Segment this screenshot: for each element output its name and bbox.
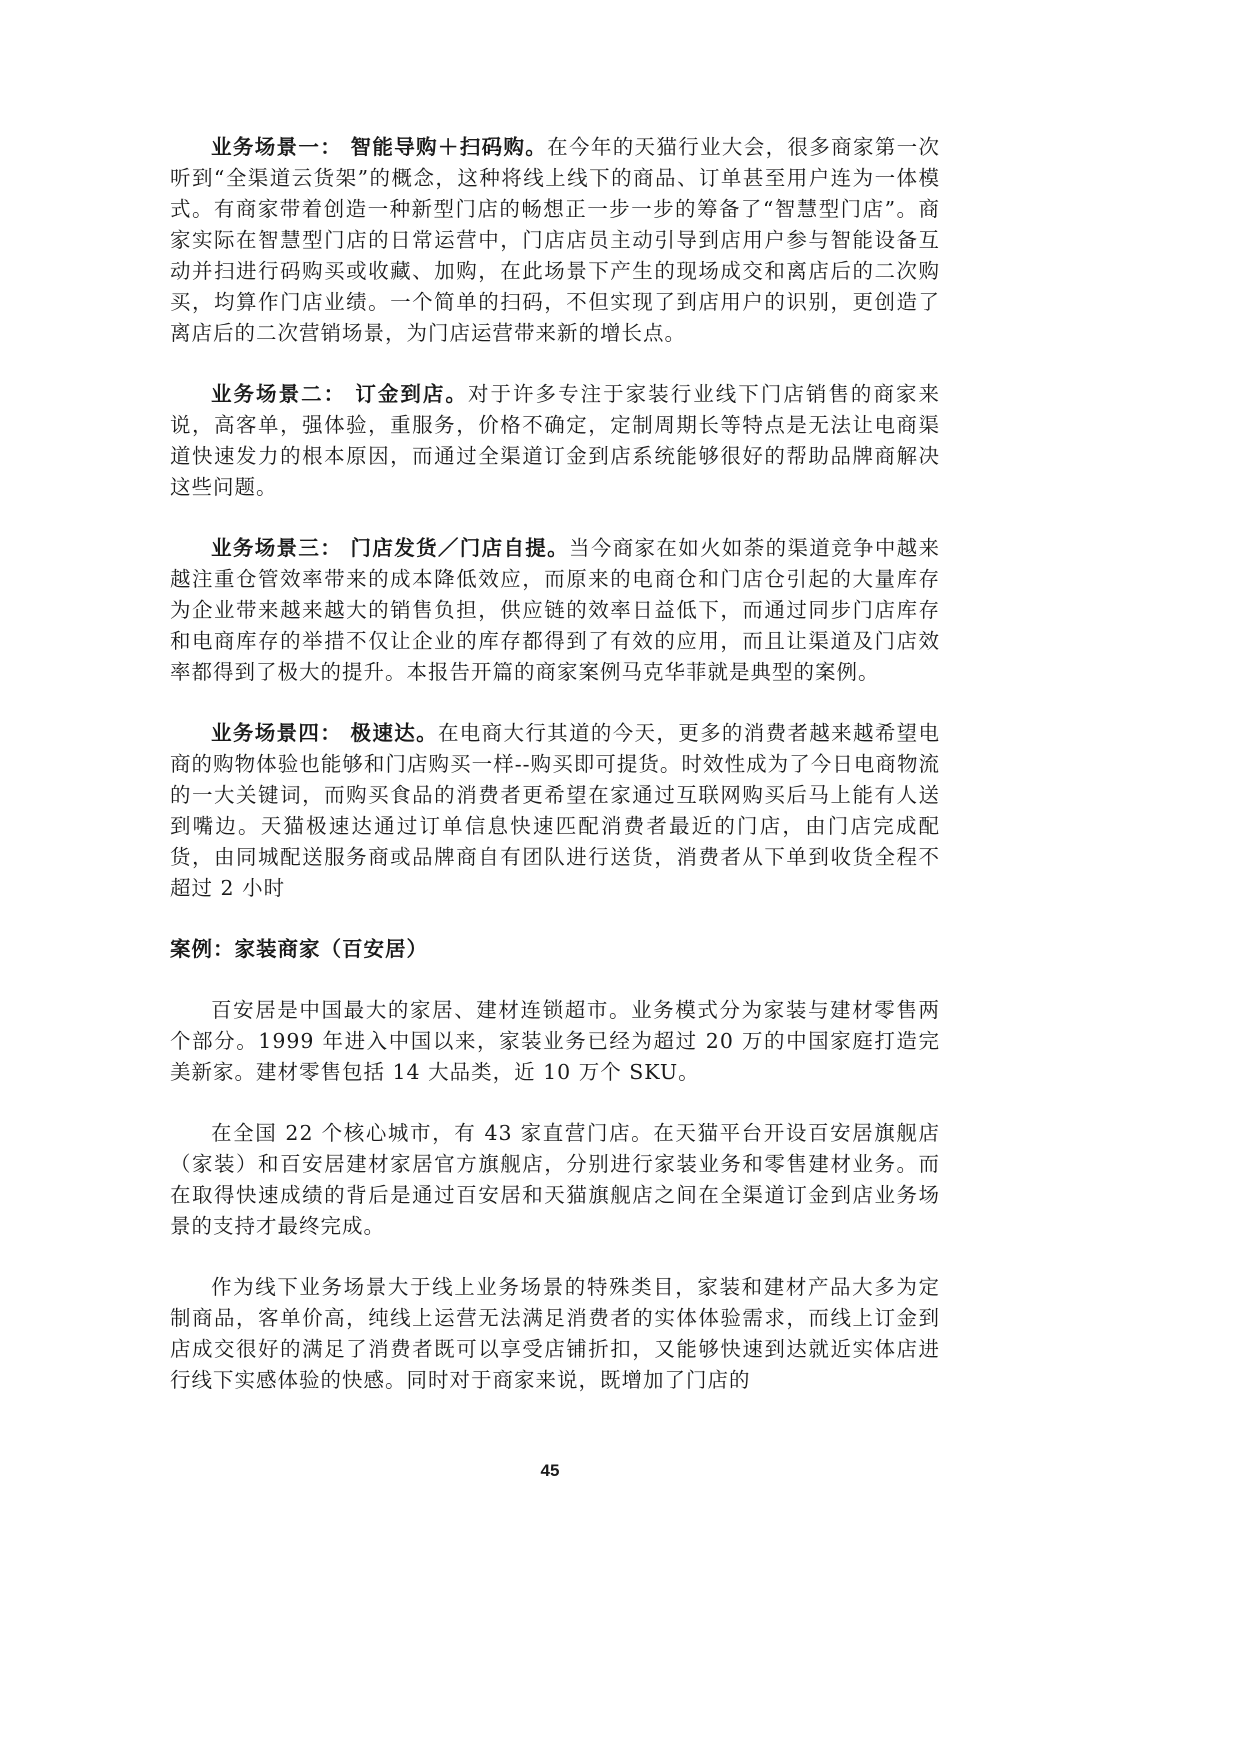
page-number: 45 [540,1461,560,1480]
scenario-title-2: 业务场景二： 订金到店。 [211,382,468,406]
scenario-title-3: 业务场景三： 门店发货／门店自提。 [211,536,569,560]
case-paragraph-1: 百安居是中国最大的家居、建材连锁超市。业务模式分为家装与建材零售两个部分。1999 年进入中国以来，家装业务已经为超过 20 万的中国家庭打造完美新家。建材零售包括 14 大品类，近 10 万个 SKU。 [170,998,940,1084]
scenario-body-3: 当今商家在如火如荼的渠道竞争中越来越注重仓管效率带来的成本降低效应，而原来的电商仓和门店仓引起的大量库存为企业带来越来越大的销售负担，供应链的效率日益低下，而通过同步门店库存和电商库存的举措不仅让企业的库存都得到了有效的应用，而且让渠道及门店效率都得到了极大的提升。本报告开篇的商家案例马克华菲就是典型的案例。 [170,536,941,684]
scenario-title-4: 业务场景四： 极速达。 [211,721,438,745]
scenario-paragraph-1 [170,132,940,349]
case-paragraph-2: 在全国 22 个核心城市，有 43 家直营门店。在天猫平台开设百安居旗舰店（家装）和百安居建材家居官方旗舰店，分别进行家装业务和零售建材业务。而在取得快速成绩的背后是通过百安居和天猫旗舰店之间在全渠道订金到店业务场景的支持才最终完成。 [170,1121,940,1238]
scenario-paragraph-3 [170,533,940,688]
scenario-body-2: 对于许多专注于家装行业线下门店销售的商家来说，高客单，强体验，重服务，价格不确定，定制周期长等特点是无法让电商渠道快速发力的根本原因，而通过全渠道订金到店系统能够很好的帮助品牌商解决这些问题。 [170,382,941,499]
scenario-body-1: 在今年的天猫行业大会，很多商家第一次听到“全渠道云货架”的概念，这种将线上线下的商品、订单甚至用户连为一体模式。有商家带着创造一种新型门店的畅想正一步一步的筹备了“智慧型门店”。商家实际在智慧型门店的日常运营中，门店店员主动引导到店用户参与智能设备互动并扫进行码购买或收藏、加购，在此场景下产生的现场成交和离店后的二次购买，均算作门店业绩。一个简单的扫码，不但实现了到店用户的识别，更创造了离店后的二次营销场景，为门店运营带来新的增长点。 [170,135,941,345]
page-content [170,132,940,1396]
scenario-paragraph-4 [170,718,940,904]
scenario-title-1: 业务场景一： 智能导购＋扫码购。 [211,135,548,159]
case-paragraph-3: 作为线下业务场景大于线上业务场景的特殊类目，家装和建材产品大多为定制商品，客单价高，纯线上运营无法满足消费者的实体体验需求，而线上订金到店成交很好的满足了消费者既可以享受店铺折扣，又能够快速到达就近实体店进行线下实感体验的快感。同时对于商家来说，既增加了门店的 [170,1275,940,1392]
scenario-paragraph-2 [170,379,940,503]
scenario-body-4: 在电商大行其道的今天，更多的消费者越来越希望电商的购物体验也能够和门店购买一样--购买即可提货。时效性成为了今日电商物流的一大关键词，而购买食品的消费者更希望在家通过互联网购买后马上能有人送到嘴边。天猫极速达通过订单信息快速匹配消费者最近的门店，由门店完成配货，由同城配送服务商或品牌商自有团队进行送货，消费者从下单到收货全程不超过 2 小时 [170,721,941,900]
case-heading: 案例：家装商家（百安居） [170,937,428,961]
